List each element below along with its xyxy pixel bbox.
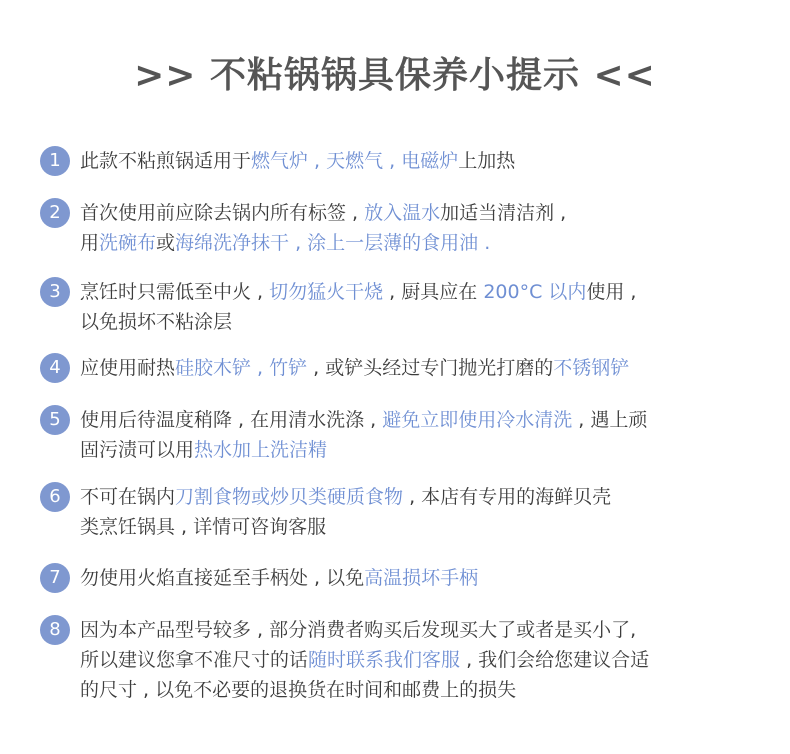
- tip-number-badge: 4: [40, 353, 70, 383]
- tip-number-badge: 2: [40, 198, 70, 228]
- highlight-text: 硅胶木铲 , 竹铲: [175, 357, 308, 379]
- tip-text: [80, 405, 770, 465]
- tip-number-badge: 3: [40, 277, 70, 307]
- tip-text-segment: 的尺寸 , 以免不必要的退换货在时间和邮费上的损失: [80, 679, 517, 701]
- tip-text-segment: , 厨具应在: [383, 281, 484, 303]
- tip-text-segment: 勿使用火焰直接延至手柄处 , 以免: [80, 567, 365, 589]
- tip-text: [80, 146, 770, 176]
- tip-text-segment: , 遇上顽: [572, 409, 648, 431]
- tip-text-segment: 此款不粘煎锅适用于: [80, 150, 252, 172]
- highlight-text: 放入温水: [364, 202, 441, 224]
- tip-text: [80, 563, 770, 593]
- tip-text-segment: 不可在锅内: [80, 486, 176, 508]
- tip-text-segment: , 本店有专用的海鲜贝壳: [403, 486, 612, 508]
- highlight-text: 切勿猛火干烧: [269, 281, 384, 303]
- highlight-text: 避免立即使用冷水清洗: [382, 409, 573, 431]
- highlight-text: 海绵洗净抹干 , 涂上一层薄的食用油 .: [175, 232, 491, 254]
- tip-text-segment: 使用 ,: [586, 281, 637, 303]
- highlight-text: 热水加上洗洁精: [194, 439, 328, 461]
- tip-number-badge: 5: [40, 405, 70, 435]
- highlight-text: 200°C 以内: [483, 281, 587, 303]
- tip-text-segment: , 我们会给您建议合适: [460, 649, 650, 671]
- tip-text-segment: 首次使用前应除去锅内所有标签 ,: [80, 202, 365, 224]
- tip-text: [80, 198, 770, 258]
- tip-text: [80, 482, 770, 542]
- tip-text-segment: 或: [156, 232, 176, 254]
- tip-text-segment: 固污渍可以用: [80, 439, 195, 461]
- highlight-text: 洗碗布: [99, 232, 157, 254]
- tip-text-segment: , 或铲头经过专门抛光打磨的: [307, 357, 554, 379]
- tip-text-segment: 上加热: [458, 150, 516, 172]
- tip-number-badge: 6: [40, 482, 70, 512]
- tip-text-segment: 以免损坏不粘涂层: [80, 311, 233, 333]
- tip-text: [80, 353, 770, 383]
- tip-text-segment: 因为本产品型号较多 , 部分消费者购买后发现买大了或者是买小了,: [80, 619, 637, 641]
- highlight-text: 刀割食物或炒贝类硬质食物: [175, 486, 404, 508]
- tip-text-segment: 加适当清洁剂 ,: [440, 202, 567, 224]
- tip-text-segment: 用: [80, 232, 100, 254]
- tip-text-segment: 类烹饪锅具 , 详情可咨询客服: [80, 516, 327, 538]
- highlight-text: 燃气炉 , 天燃气 , 电磁炉: [251, 150, 459, 172]
- highlight-text: 不锈钢铲: [553, 357, 630, 379]
- tip-text-segment: 应使用耐热: [80, 357, 176, 379]
- tip-text: [80, 277, 770, 337]
- tip-text-segment: 使用后待温度稍降 , 在用清水洗涤 ,: [80, 409, 383, 431]
- tip-number-badge: 7: [40, 563, 70, 593]
- tip-text: [80, 615, 770, 705]
- tip-number-badge: 1: [40, 146, 70, 176]
- highlight-text: 高温损坏手柄: [364, 567, 479, 589]
- page-title: >> 不粘锅锅具保养小提示 <<: [134, 55, 656, 96]
- tip-text-segment: 烹饪时只需低至中火 ,: [80, 281, 270, 303]
- tip-text-segment: 所以建议您拿不准尺寸的话: [80, 649, 309, 671]
- tip-number-badge: 8: [40, 615, 70, 645]
- highlight-text: 随时联系我们客服: [308, 649, 461, 671]
